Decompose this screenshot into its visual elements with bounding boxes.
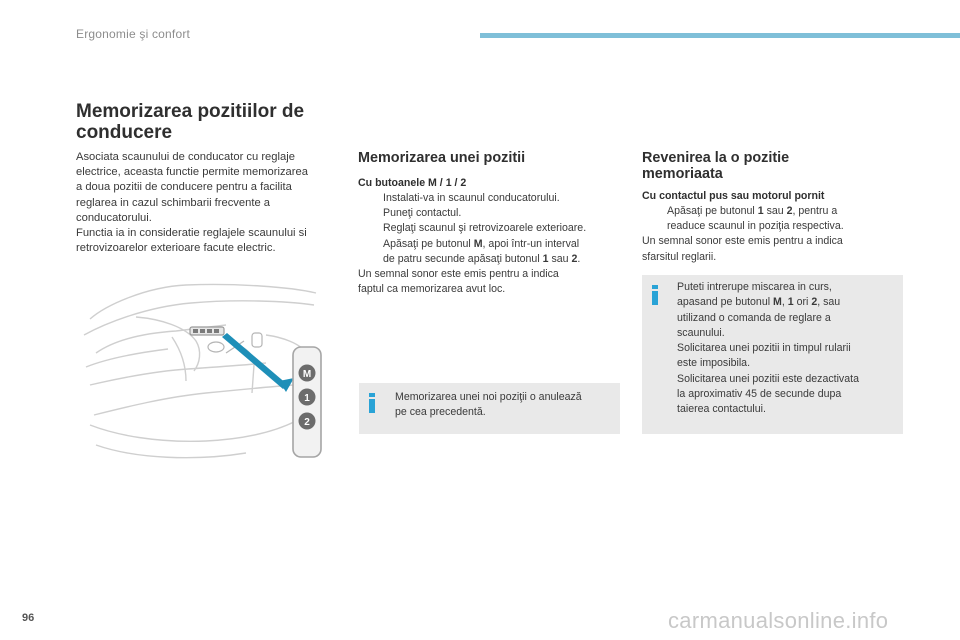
section-subtitle: Cu butoanele M / 1 / 2 bbox=[358, 177, 467, 189]
button-label: 2 bbox=[571, 252, 578, 265]
note-line: Solicitarea unei pozitii in timpul rularii bbox=[677, 342, 851, 355]
page-title-line: Memorizarea pozitiilor de bbox=[76, 101, 305, 122]
button-label: M bbox=[473, 237, 483, 250]
button-label: 1 bbox=[542, 252, 549, 265]
intro-line: a doua pozitii de conducere pentru a facilita bbox=[76, 181, 292, 194]
step-text: Puneţi contactul. bbox=[383, 207, 462, 220]
note-line: Puteti intrerupe miscarea in curs, bbox=[677, 281, 832, 293]
step-text: sau bbox=[548, 252, 572, 265]
button-label: M bbox=[773, 296, 782, 309]
intro-line: Functia ia in consideratie reglajele scaunului si bbox=[76, 227, 307, 240]
section-title-line: memoriaata bbox=[642, 166, 723, 182]
list-item bbox=[358, 206, 622, 221]
note-text bbox=[677, 280, 859, 418]
body-text: faptul ca memorizarea avut loc. bbox=[358, 283, 506, 296]
steps-list bbox=[358, 191, 622, 297]
step-text: Reglaţi scaunul şi retrovizoarele exterioare. bbox=[383, 222, 587, 235]
note-line: taierea contactului. bbox=[677, 403, 766, 416]
note-line: Memorizarea unei noi poziţii o anulează bbox=[395, 391, 582, 403]
body-text: sfarsitul reglarii. bbox=[642, 250, 717, 263]
note-line: Solicitarea unei pozitii este dezactivata bbox=[677, 372, 859, 385]
section-title-line: Revenirea la o pozitie bbox=[642, 150, 790, 166]
button-label: 1 bbox=[757, 205, 764, 217]
info-note bbox=[642, 275, 903, 434]
watermark: carmanualsonline.info bbox=[668, 608, 889, 633]
note-text-run: , sau bbox=[817, 296, 841, 309]
intro-line: retrovizoarelor exterioare facute electric. bbox=[76, 242, 276, 255]
button-label: 1 bbox=[787, 296, 794, 309]
memory-button-m: M bbox=[302, 369, 312, 380]
steps-list bbox=[642, 204, 904, 265]
step-text: sau bbox=[763, 205, 787, 217]
note-line: este imposibila. bbox=[677, 357, 751, 370]
info-icon bbox=[369, 393, 375, 413]
intro-paragraph bbox=[76, 150, 341, 256]
page-title bbox=[76, 101, 336, 143]
step-text: Apăsaţi pe butonul bbox=[383, 237, 474, 250]
body-text: Un semnal sonor este emis pentru a indica bbox=[358, 268, 559, 281]
note-text-run: apasand pe butonul bbox=[677, 296, 774, 309]
list-item-continuation bbox=[358, 252, 622, 267]
list-item bbox=[642, 204, 904, 219]
section-subtitle: Cu contactul pus sau motorul pornit bbox=[642, 190, 825, 202]
running-header: Ergonomie şi confort bbox=[76, 27, 191, 41]
step-text: . bbox=[577, 252, 581, 265]
body-text: Un semnal sonor este emis pentru a indica bbox=[642, 235, 843, 248]
memory-button-2: 2 bbox=[304, 417, 310, 428]
step-text: , apoi într-un interval bbox=[482, 237, 580, 250]
note-line: utilizand o comanda de reglare a bbox=[677, 311, 831, 324]
section-recall-position bbox=[642, 150, 904, 265]
list-item-continuation: readuce scaunul in poziţia respectiva. bbox=[667, 220, 844, 233]
note-text-run: ori bbox=[793, 296, 812, 309]
memory-button-1: 1 bbox=[304, 393, 310, 404]
seat-memory-illustration bbox=[76, 275, 332, 465]
note-text bbox=[395, 390, 582, 421]
step-text: Apăsaţi pe butonul bbox=[667, 205, 758, 217]
list-item bbox=[358, 221, 622, 236]
header-accent-bar bbox=[480, 33, 960, 38]
section-store-position bbox=[358, 150, 622, 297]
button-label: 2 bbox=[811, 296, 818, 309]
intro-line: conducatorului. bbox=[76, 211, 152, 224]
step-text: Instalati-va in scaunul conducatorului. bbox=[383, 192, 560, 204]
note-line bbox=[677, 295, 859, 310]
button-label: 2 bbox=[786, 205, 793, 217]
section-title bbox=[642, 150, 904, 182]
page-title-line: conducere bbox=[76, 122, 173, 143]
section-title: Memorizarea unei pozitii bbox=[358, 150, 526, 166]
list-item bbox=[358, 237, 622, 252]
page-number: 96 bbox=[22, 612, 35, 624]
note-line: pe cea precedentă. bbox=[395, 406, 486, 419]
step-text: , pentru a bbox=[792, 205, 838, 217]
info-note bbox=[359, 383, 620, 434]
intro-line: Asociata scaunului de conducator cu reglaje bbox=[76, 151, 295, 163]
note-text-run: , bbox=[781, 296, 788, 309]
note-line: scaunului. bbox=[677, 326, 725, 339]
note-line: la aproximativ 45 de secunde dupa bbox=[677, 388, 842, 401]
list-item bbox=[358, 191, 622, 206]
intro-line: electrice, aceasta functie permite memorizarea bbox=[76, 166, 308, 179]
intro-line: reglarea in cazul schimbarii frecvente a bbox=[76, 196, 271, 209]
step-text: de patru secunde apăsaţi butonul bbox=[383, 252, 543, 265]
info-icon bbox=[652, 285, 658, 305]
